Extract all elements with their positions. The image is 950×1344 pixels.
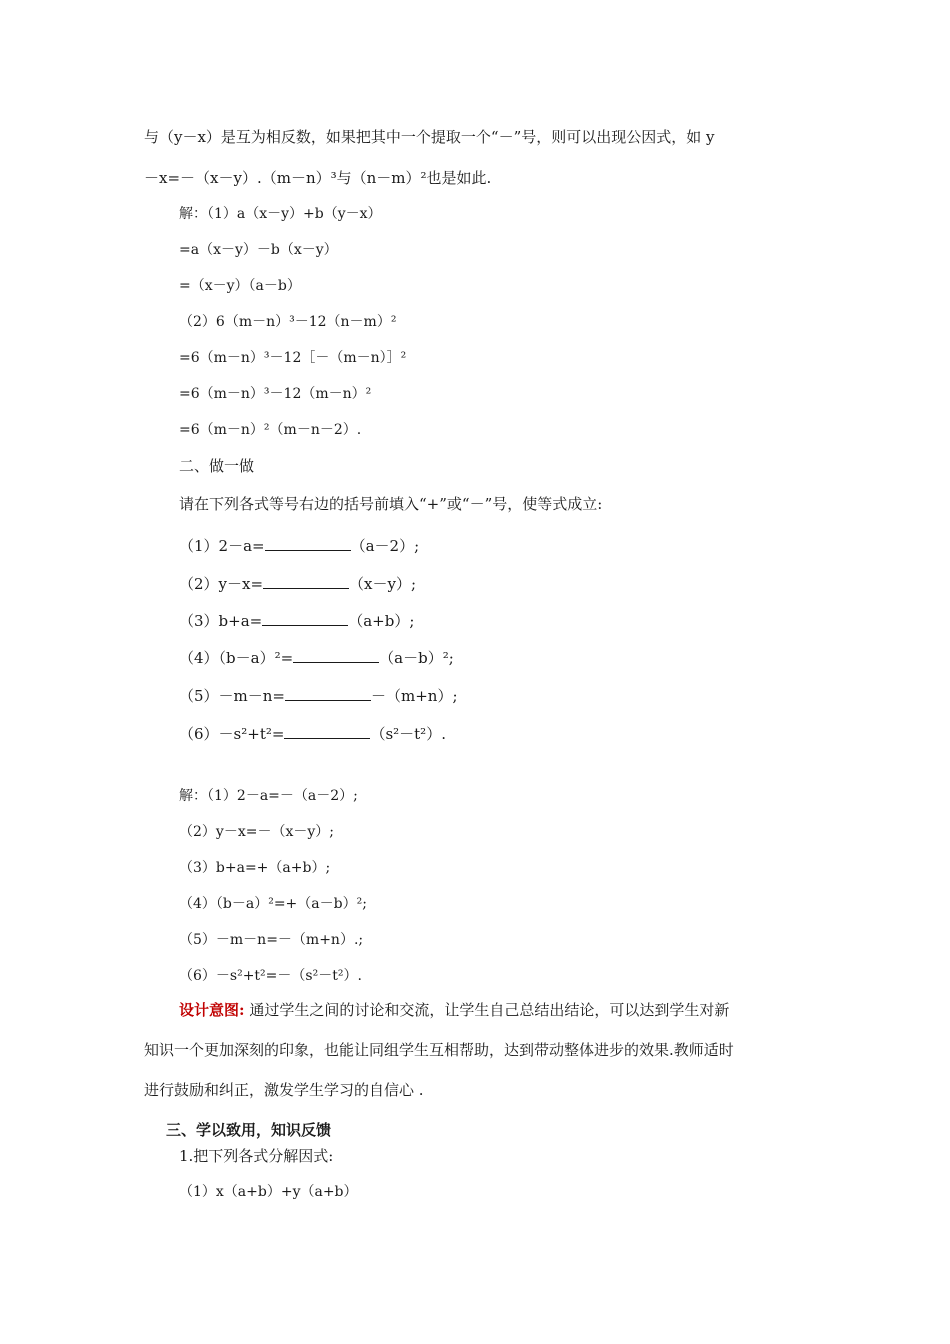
exercise-item bbox=[179, 536, 419, 556]
design-intent-line-2: 知识一个更加深刻的印象，也能让同组学生互相帮助，达到带动整体进步的效果.教师适时 bbox=[144, 1041, 734, 1059]
example-solution-line: =6（m－n）³－12［－（m－n）］² bbox=[179, 350, 407, 366]
answer-blank bbox=[263, 574, 349, 589]
exercise-right: （a+b）; bbox=[348, 612, 415, 630]
section-2-instruction: 请在下列各式等号右边的括号前填入“+”或“－”号，使等式成立: bbox=[179, 495, 603, 513]
answer-blank bbox=[293, 648, 379, 663]
exercise-left: （1）2－a= bbox=[179, 537, 265, 555]
exercise-solution-line: （4）（b－a）²=+（a－b）²; bbox=[179, 896, 367, 912]
answer-blank bbox=[285, 686, 371, 701]
design-intent-line-3: 进行鼓励和纠正，激发学生学习的自信心 . bbox=[144, 1081, 424, 1099]
design-intent-line-1 bbox=[179, 1000, 729, 1020]
example-solution-line: =a（x－y）－b（x－y） bbox=[179, 242, 338, 258]
exercise-item bbox=[179, 648, 454, 668]
exercise-solution-line: （3）b+a=+（a+b）; bbox=[179, 860, 331, 876]
section-3-item-1: 1.把下列各式分解因式: bbox=[179, 1147, 334, 1165]
section-3-item-1-sub-1: （1）x（a+b）+y（a+b） bbox=[179, 1184, 358, 1200]
exercise-item bbox=[179, 611, 414, 631]
exercise-item bbox=[179, 574, 416, 594]
exercise-right: （x－y）; bbox=[349, 575, 417, 593]
intro-line-1: 与（y－x）是互为相反数，如果把其中一个提取一个“－”号，则可以出现公因式，如 y bbox=[144, 128, 715, 146]
exercise-item bbox=[179, 686, 458, 706]
example-solution-line: =6（m－n）³－12（m－n）² bbox=[179, 386, 372, 402]
example-solution-line: =（x－y）（a－b） bbox=[179, 278, 301, 294]
exercise-left: （5）－m－n= bbox=[179, 687, 285, 705]
exercise-solution-line: （2）y－x=－（x－y）; bbox=[179, 824, 334, 840]
exercise-solution-line: （5）－m－n=－（m+n）.; bbox=[179, 932, 364, 948]
example-solution-line: （2）6（m－n）³－12（n－m）² bbox=[179, 314, 397, 330]
design-intent-text: 通过学生之间的讨论和交流，让学生自己总结出结论，可以达到学生对新 bbox=[249, 1001, 730, 1019]
exercise-left: （4）（b－a）²= bbox=[179, 649, 294, 667]
exercise-right: －（m+n）; bbox=[371, 687, 458, 705]
exercise-left: （2）y－x= bbox=[179, 575, 264, 593]
answer-blank bbox=[265, 536, 351, 551]
exercise-solution-line: 解：（1）2－a=－（a－2）; bbox=[179, 788, 358, 804]
example-solution-line: =6（m－n）²（m－n－2）. bbox=[179, 422, 362, 438]
exercise-right: （s²－t²）. bbox=[370, 725, 446, 743]
answer-blank bbox=[262, 611, 348, 626]
design-intent-label: 设计意图: bbox=[179, 1001, 245, 1019]
example-solution-line: 解：（1）a（x－y）+b（y－x） bbox=[179, 206, 382, 222]
exercise-left: （3）b+a= bbox=[179, 612, 263, 630]
exercise-item bbox=[179, 724, 446, 744]
exercise-right: （a－b）²; bbox=[379, 649, 454, 667]
section-3-heading: 三、学以致用，知识反馈 bbox=[166, 1121, 332, 1139]
exercise-solution-line: （6）－s²+t²=－（s²－t²）. bbox=[179, 968, 362, 984]
answer-blank bbox=[284, 724, 370, 739]
exercise-left: （6）－s²+t²= bbox=[179, 725, 285, 743]
exercise-right: （a－2）; bbox=[350, 537, 420, 555]
section-2-heading: 二、做一做 bbox=[179, 457, 255, 475]
intro-line-2: －x=－（x－y）.（m－n）³与（n－m）²也是如此. bbox=[144, 169, 492, 187]
